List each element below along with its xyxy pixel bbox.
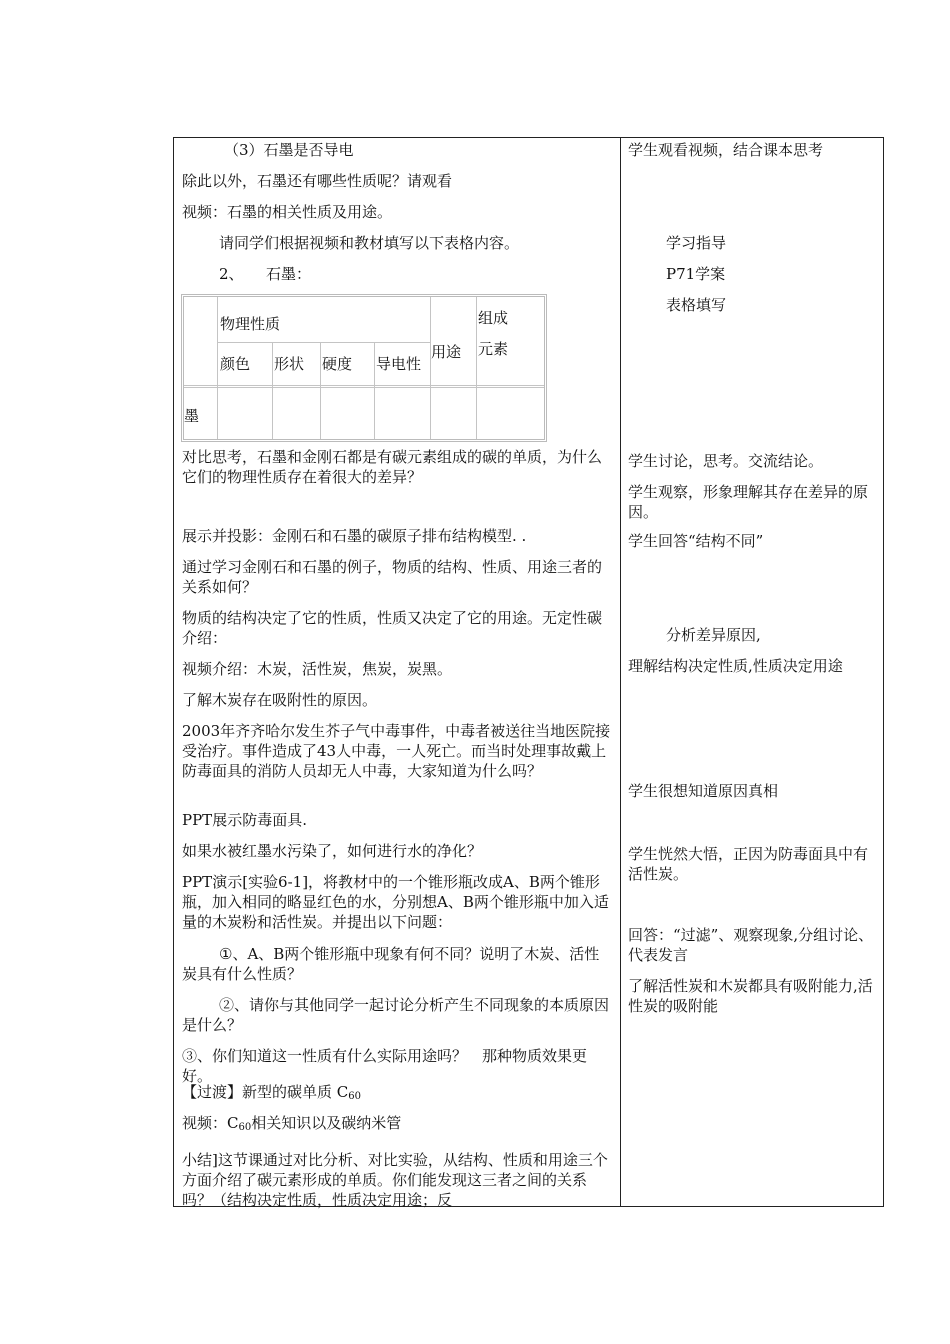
left-text-9: 物质的结构决定了它的性质，性质又决定了它的用途。无定性碳介绍： xyxy=(182,609,603,647)
right-text-13: 了解活性炭和木炭都具有吸附能力,活性炭的吸附能 xyxy=(628,977,873,1015)
right-text-4: 表格填写 xyxy=(666,296,727,314)
left-text-2: 除此以外，石墨还有哪些性质呢？请观看 xyxy=(182,172,453,190)
left-text-11: 了解木炭存在吸附性的原因。 xyxy=(182,691,378,709)
left-text-17: ②、请你与其他同学一起讨论分析产生不同现象的本质原因是什么？ xyxy=(182,996,610,1034)
right-text-12: 回答：“过滤”、观察现象,分组讨论、代表发言 xyxy=(628,926,874,964)
left-text-3: 视频：石墨的相关性质及用途。 xyxy=(182,203,393,221)
left-text-7: 展示并投影：金刚石和石墨的碳原子排布结构模型. . xyxy=(182,527,527,545)
left-text-14: 如果水被红墨水污染了，如何进行水的净化？ xyxy=(182,842,483,860)
graphite-table xyxy=(181,294,547,442)
composition-header-2: 元素 xyxy=(478,340,509,358)
shape-header: 形状 xyxy=(274,355,305,373)
hardness-header: 硬度 xyxy=(322,355,353,373)
composition-header-1: 组成 xyxy=(478,309,509,327)
color-header: 颜色 xyxy=(220,355,251,373)
right-text-9: 理解结构决定性质,性质决定用途 xyxy=(628,657,843,675)
left-text-13: PPT展示防毒面具. xyxy=(182,811,307,829)
use-header: 用途 xyxy=(431,343,462,361)
left-text-1: （3）石墨是否导电 xyxy=(224,141,354,159)
left-text-10: 视频介绍：木炭，活性炭，焦炭，炭黑。 xyxy=(182,660,453,678)
left-text-5: 2、 石墨： xyxy=(219,265,312,283)
right-text-3: P71学案 xyxy=(666,265,726,283)
left-text-16: ①、A、B两个锥形瓶中现象有何不同？说明了木炭、活性炭具有什么性质？ xyxy=(182,945,600,983)
column-divider xyxy=(620,138,621,1206)
conductivity-header: 导电性 xyxy=(376,355,422,373)
right-text-8: 分析差异原因, xyxy=(666,626,761,644)
physical-properties-header: 物理性质 xyxy=(220,315,281,333)
right-text-5: 学生讨论，思考。交流结论。 xyxy=(628,452,824,470)
left-text-18: ③、你们知道这一性质有什么实际用途吗？ 那种物质效果更好。 xyxy=(182,1047,588,1085)
left-text-4: 请同学们根据视频和教材填写以下表格内容。 xyxy=(219,234,520,252)
right-text-6: 学生观察，形象理解其存在差异的原因。 xyxy=(628,483,869,521)
right-text-1: 学生观看视频，结合课本思考 xyxy=(628,141,824,159)
right-text-11: 学生恍然大悟，正因为防毒面具中有活性炭。 xyxy=(628,845,869,883)
right-text-7: 学生回答“结构不同” xyxy=(628,532,764,550)
left-text-8: 通过学习金刚石和石墨的例子，物质的结构、性质、用途三者的关系如何？ xyxy=(182,558,603,596)
row-label: 墨 xyxy=(184,407,200,425)
left-text-15: PPT演示[实验6-1]，将教材中的一个锥形瓶改成A、B两个锥形瓶，加入相同的略显红色的水，分别想A、B两个锥形瓶中加入适量的木炭粉和活性炭。并提出以下问题： xyxy=(182,873,609,931)
lesson-plan-table xyxy=(173,137,884,1207)
left-text-12: 2003年齐齐哈尔发生芥子气中毒事件，中毒者被送往当地医院接受治疗。事件造成了43人中毒，一人死亡。而当时处理事故戴上防毒面具的消防人员却无人中毒，大家知道为什么吗？ xyxy=(182,722,611,780)
c60-video-text: 视频：$C_{60}$相关知识以及碳纳米管 xyxy=(182,1114,402,1133)
right-text-2: 学习指导 xyxy=(666,234,727,252)
right-text-10: 学生很想知道原因真相 xyxy=(628,782,779,800)
left-text-6: 对比思考，石墨和金刚石都是有碳元素组成的碳的单质，为什么它们的物理性质存在着很大的差异？ xyxy=(182,448,603,486)
transition-text: 【过渡】新型的碳单质 $C_{60}$ xyxy=(182,1083,361,1102)
summary-text: 小结]这节课通过对比分析、对比实验，从结构、性质和用途三个方面介绍了碳元素形成的单质。你们能发现这三者之间的关系吗？（结构决定性质，性质决定用途；反 xyxy=(182,1151,608,1209)
